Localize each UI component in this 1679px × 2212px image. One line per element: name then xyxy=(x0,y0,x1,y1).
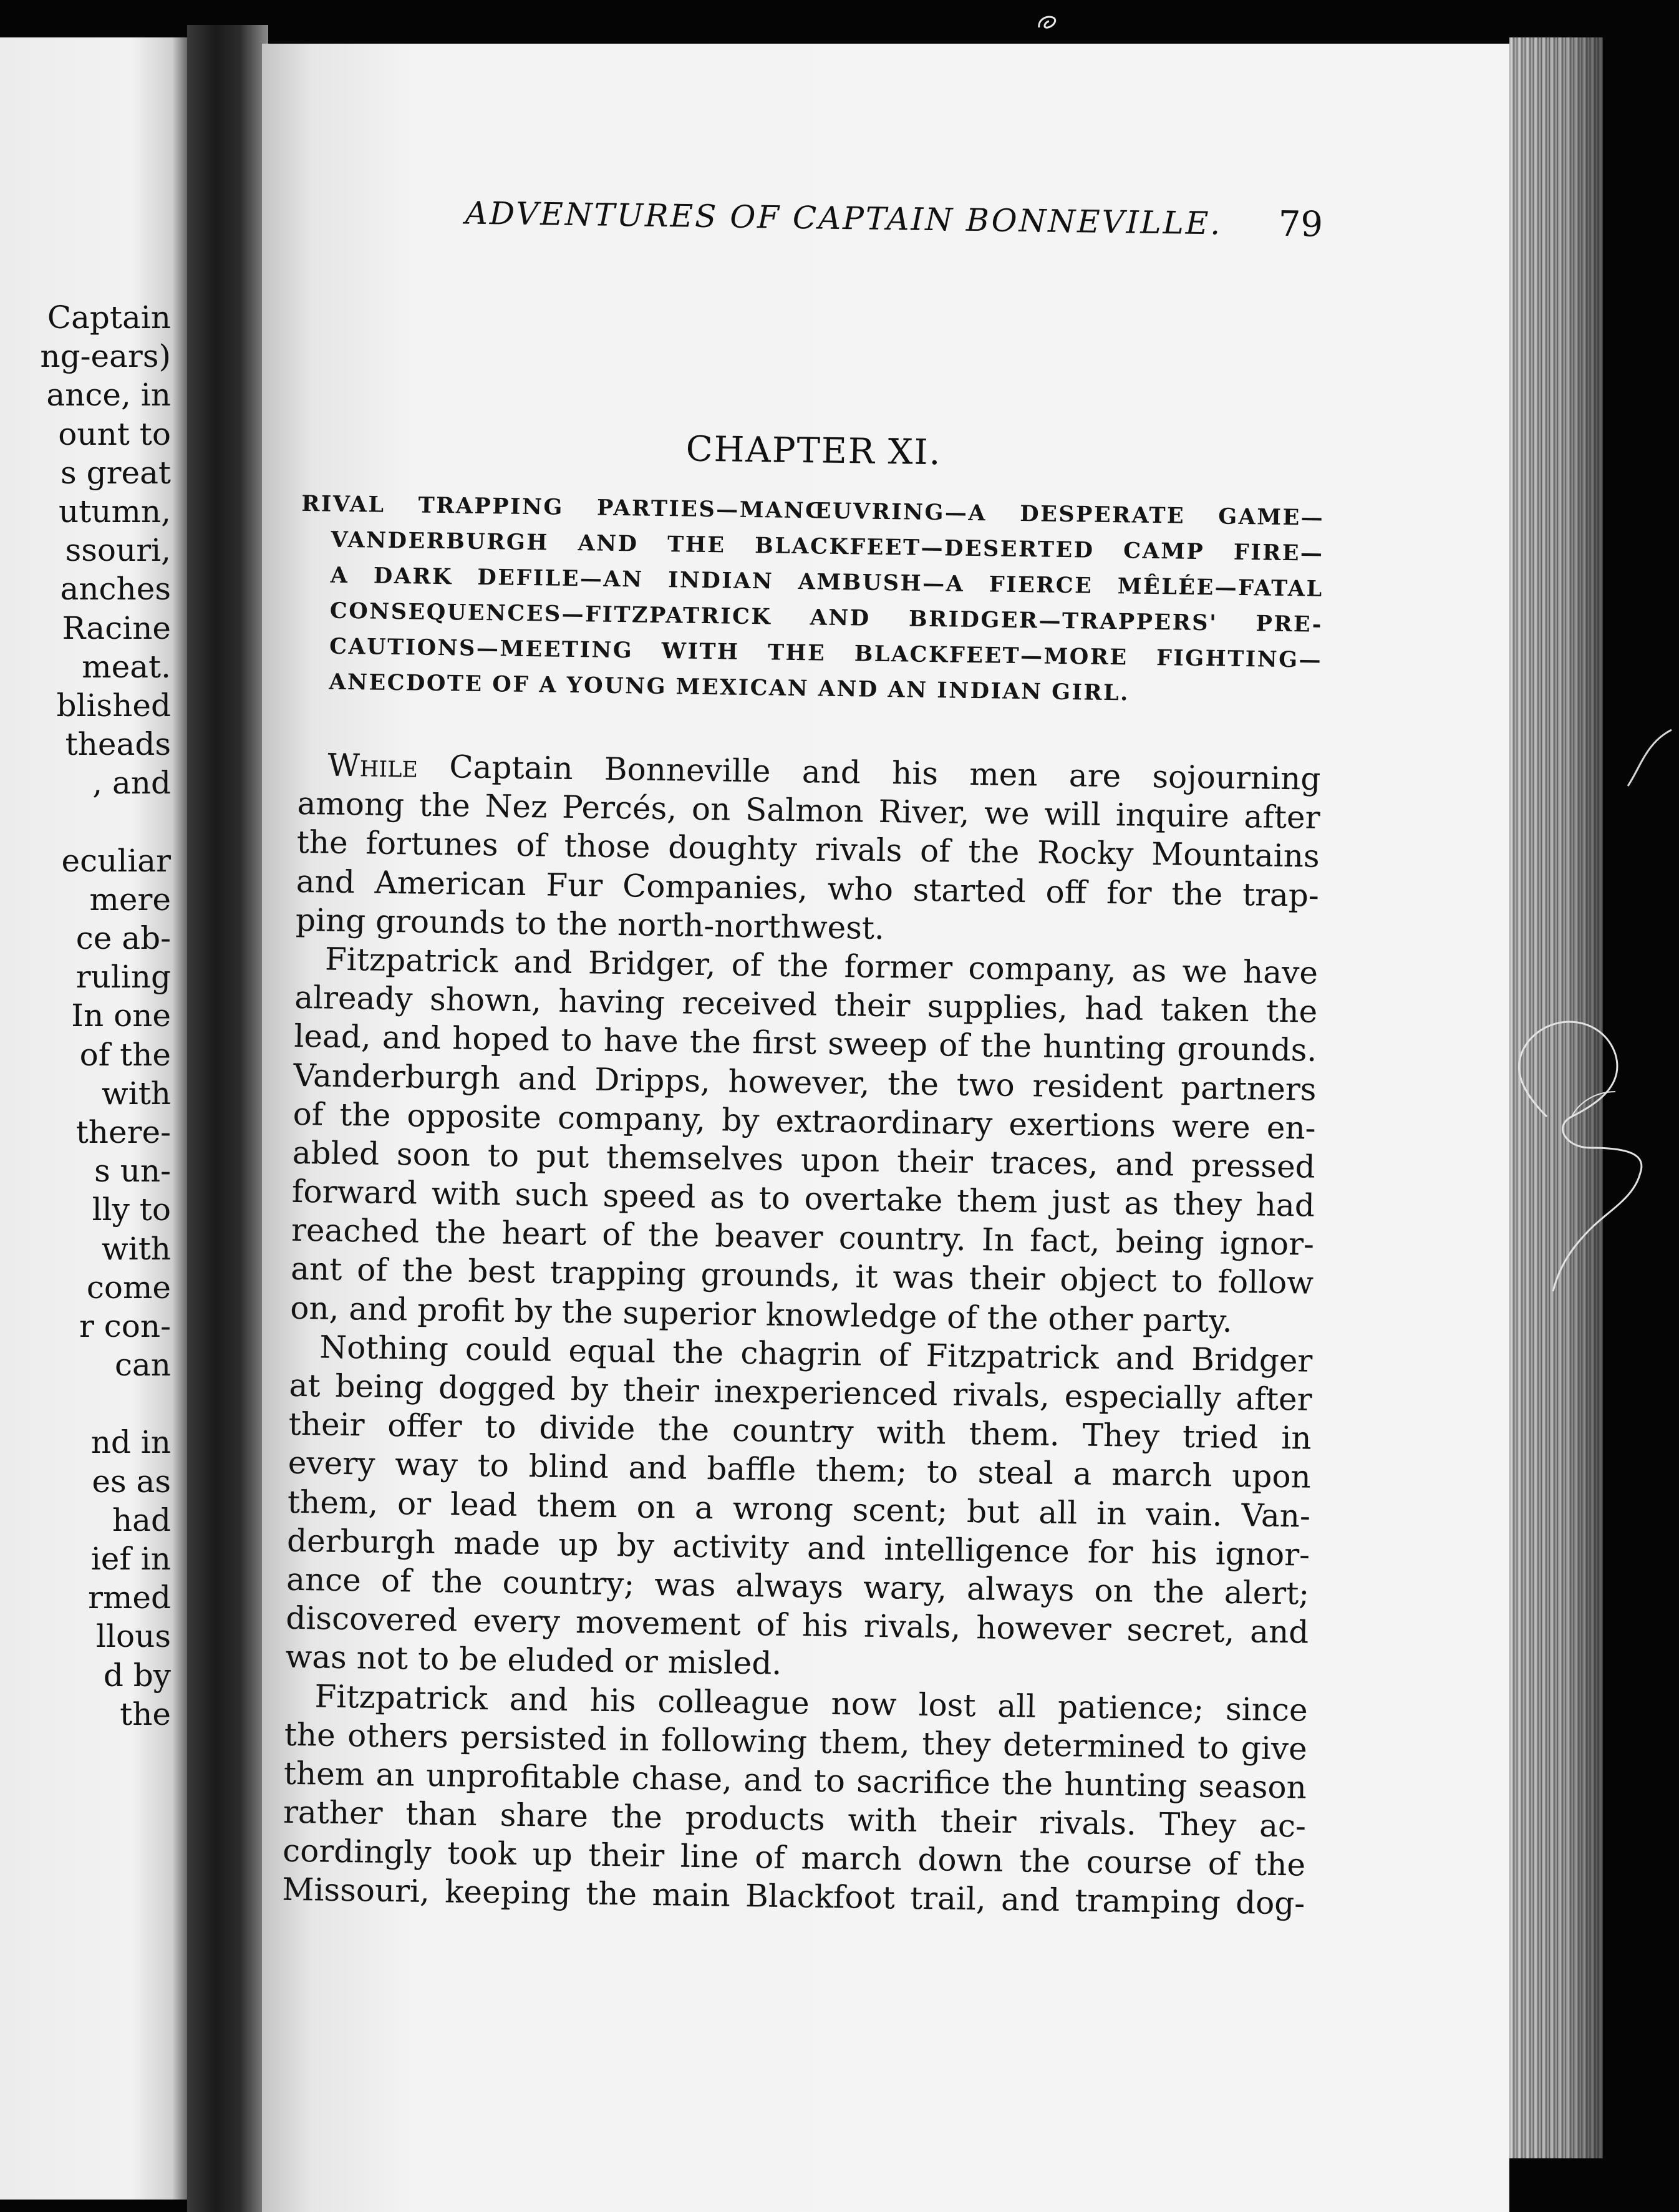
page-number: 79 xyxy=(1278,203,1323,245)
left-page-line: ng-ears) xyxy=(40,338,171,375)
paragraph-line: them an unprofitable chase, and to sacrifice the hunting season xyxy=(283,1755,1307,1806)
summary-line: VANDERBURGH AND THE BLACKFEET—DESERTED CAMP FIRE— xyxy=(331,526,1324,566)
left-page-line xyxy=(40,802,171,841)
paragraph-line: the others persisted in following them, they determined to give xyxy=(284,1716,1308,1767)
left-page-line: had xyxy=(112,1501,171,1538)
paragraph-line: derburgh made up by activity and intelligence for his ignor- xyxy=(286,1522,1310,1573)
left-page-line: Racine xyxy=(62,609,171,646)
left-page-line: anches xyxy=(60,571,171,608)
chapter-title: CHAPTER XI. xyxy=(685,429,942,473)
paragraph-line: already shown, having received their supplies, had taken the xyxy=(294,979,1318,1030)
left-page-line: ssouri, xyxy=(65,532,171,569)
left-page-line: ief in xyxy=(90,1541,171,1577)
paragraph-line: Missouri, keeping the main Blackfoot trail, and tramping dog- xyxy=(281,1871,1305,1923)
left-page-line: with xyxy=(101,1230,171,1267)
left-page-line: s great xyxy=(60,454,171,491)
paragraph-line: Vanderburgh and Dripps, however, the two resident partners xyxy=(293,1057,1317,1108)
left-page-line: mere xyxy=(89,881,171,918)
summary-line: CAUTIONS—MEETING WITH THE BLACKFEET—MORE FIGHTING— xyxy=(329,633,1323,673)
paragraph-line: their offer to divide the country with them. They tried in xyxy=(288,1405,1312,1457)
left-page-line: , and xyxy=(92,765,171,802)
left-page-line: of the xyxy=(79,1036,171,1073)
left-page-line: meat. xyxy=(82,648,171,685)
left-page-line: r con- xyxy=(79,1307,171,1344)
paragraph-line: reached the heart of the beaver country. In fact, being ignor- xyxy=(291,1212,1315,1263)
left-page-line: s un- xyxy=(94,1153,171,1190)
loose-thread-icon xyxy=(1484,717,1679,1341)
paragraph-line: among the Nez Percés, on Salmon River, we will inquire after xyxy=(297,785,1320,836)
left-page-line: d by xyxy=(103,1657,171,1694)
left-page-line: Captain xyxy=(47,299,171,336)
paragraph-first-line-text: Captain Bonneville and his men are sojourning xyxy=(417,748,1321,797)
paragraph-line: and American Fur Companies, who started off for the trap- xyxy=(296,863,1320,914)
left-page-line: es as xyxy=(92,1463,171,1500)
summary-line: RIVAL TRAPPING PARTIES—MANŒUVRING—A DESPERATE GAME— xyxy=(301,490,1325,531)
left-page-line: eculiar xyxy=(61,842,171,879)
left-page-fragment xyxy=(0,37,187,2200)
paragraph-line: them, or lead them on a wrong scent; but all in vain. Van- xyxy=(287,1483,1311,1535)
paragraph-lead-word: While xyxy=(327,747,419,785)
paragraph-line: forward with such speed as to overtake them just as they had xyxy=(291,1173,1315,1224)
book-gutter xyxy=(187,25,268,2212)
paragraph-line: ant of the best trapping grounds, it was their object to follow xyxy=(290,1251,1314,1302)
paragraph-first-line-text: Nothing could equal the chagrin of Fitzpatrick and Bridger xyxy=(319,1329,1313,1379)
left-page-line: the xyxy=(120,1695,171,1732)
left-page-line: with xyxy=(101,1075,171,1112)
paragraph-line: cordingly took up their line of march down the course of the xyxy=(282,1832,1306,1883)
paragraph-line: ping grounds to the north-northwest. xyxy=(295,901,885,946)
left-page-line: theads xyxy=(65,726,171,763)
paragraph-line: on, and profit by the superior knowledge of the other party. xyxy=(289,1289,1233,1339)
paragraph-line: of the opposite company, by extraordinary exertions were en- xyxy=(293,1095,1316,1147)
ink-mark-icon xyxy=(1035,11,1064,34)
left-page-line: nd in xyxy=(90,1424,171,1461)
chapter-summary xyxy=(299,486,1325,714)
page-text-block xyxy=(278,44,1330,2212)
summary-line: A DARK DEFILE—AN INDIAN AMBUSH—A FIERCE MÊLÉE—FATAL xyxy=(330,562,1323,602)
paragraph-first-line-text: Fitzpatrick and his colleague now lost all patience; since xyxy=(314,1677,1308,1729)
summary-line: ANECDOTE OF A YOUNG MEXICAN AND AN INDIAN GIRL. xyxy=(329,669,1130,706)
paragraph-line: lead, and hoped to have the first sweep of the hunting grounds. xyxy=(294,1018,1317,1069)
paragraph-line: the fortunes of those doughty rivals of the Rocky Mountains xyxy=(296,824,1320,875)
paragraph-first-line-text: Fitzpatrick and Bridger, of the former company, as we have xyxy=(324,941,1319,991)
left-page-line: ance, in xyxy=(46,377,171,414)
left-page-line: In one xyxy=(71,997,171,1034)
paragraph-line: ance of the country; was always wary, always on the alert; xyxy=(286,1561,1310,1612)
left-page-line: there- xyxy=(75,1113,171,1150)
summary-line: CONSEQUENCES—FITZPATRICK AND BRIDGER—TRAPPERS' PRE- xyxy=(329,598,1323,638)
paragraph-line: at being dogged by their inexperienced rivals, especially after xyxy=(289,1367,1312,1418)
left-page-line: rmed xyxy=(88,1579,171,1616)
paragraph-line: abled soon to put themselves upon their traces, and pressed xyxy=(292,1134,1316,1185)
paragraph-line: discovered every movement of his rivals, however secret, and xyxy=(286,1599,1309,1651)
left-page-line: llous xyxy=(96,1618,171,1655)
paragraph-line: rather than share the products with their rivals. They ac- xyxy=(283,1793,1307,1845)
left-page-line: utumn, xyxy=(58,493,171,530)
left-page-line: come xyxy=(86,1269,171,1306)
left-page-line: ruling xyxy=(75,959,171,996)
paragraph-line: every way to blind and baffle them; to steal a march upon xyxy=(288,1445,1312,1496)
left-page-line: ount to xyxy=(58,415,171,452)
left-page-text xyxy=(40,298,171,1734)
left-page-line: can xyxy=(114,1347,171,1384)
left-page-line: ce ab- xyxy=(75,920,171,956)
main-page xyxy=(262,44,1509,2212)
running-head: ADVENTURES OF CAPTAIN BONNEVILLE. xyxy=(465,195,1222,242)
paragraph-line: was not to be eluded or misled. xyxy=(285,1639,782,1682)
left-page-line: blished xyxy=(56,687,171,724)
body-text xyxy=(282,745,1321,1923)
left-page-line xyxy=(40,1384,171,1423)
left-page-line: lly to xyxy=(92,1191,171,1228)
